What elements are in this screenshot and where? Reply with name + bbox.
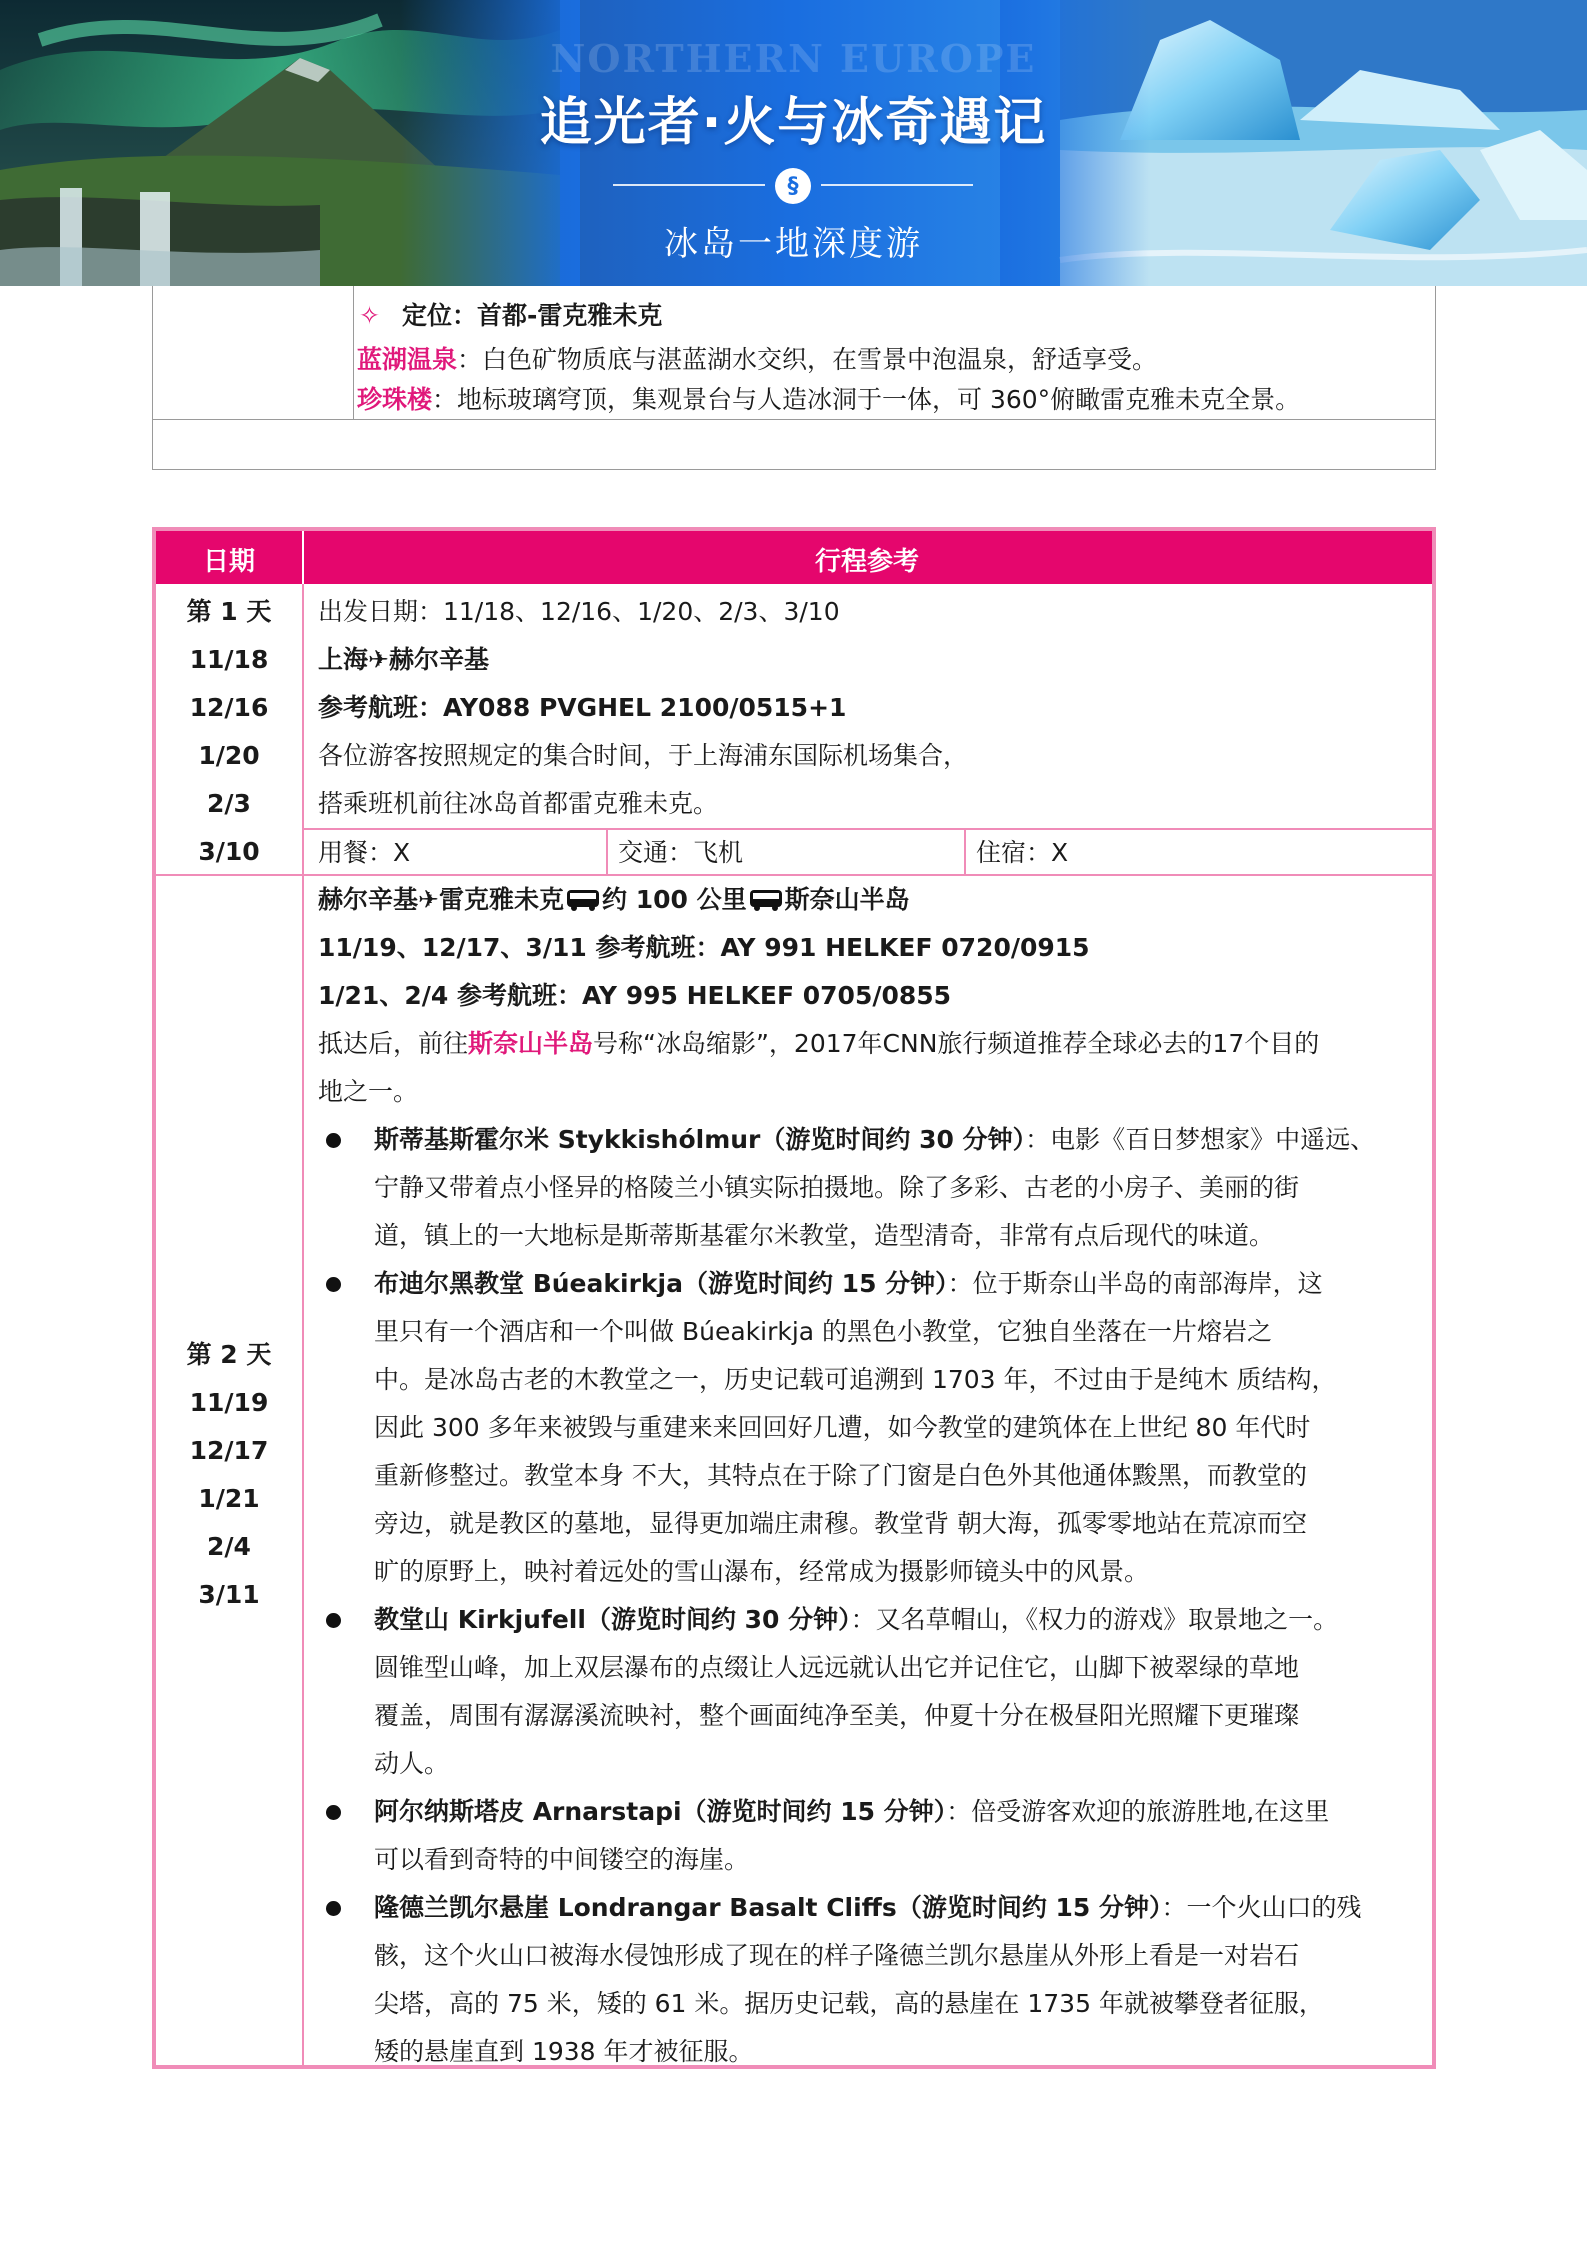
day2-date: 2/4 [207,1532,251,1561]
day2-date: 12/17 [189,1436,269,1465]
day1-date: 3/10 [198,837,260,866]
bullet-icon [326,1805,341,1820]
day2-date: 1/21 [198,1484,260,1513]
previous-table-continuation [152,286,1436,470]
blue-lagoon-line [357,340,1157,376]
banner-divider-right [821,184,973,186]
day1-departure: 出发日期：11/18、12/16、1/20、2/3、3/10 [318,597,840,626]
day1-route-to: 赫尔辛基 [388,645,489,674]
day2-intro [318,1020,1319,1068]
sparkle-icon: ✧ [359,301,380,330]
day2-route-a: 赫尔辛基 [318,885,419,914]
attraction-line: ：位于斯奈山半岛的南部海岸，这 [947,1269,1323,1298]
attraction-line: 宁静又带着点小怪异的格陵兰小镇实际拍摄地。除了多彩、古老的小房子、美丽的街 [374,1173,1300,1202]
attraction-line: 里只有一个酒店和一个叫做 Búeakirkja 的黑色小教堂，它独自坐落在一片熔岩之 [374,1317,1273,1346]
day1-desc-line1: 各位游客按照规定的集合时间，于上海浦东国际机场集合， [318,741,969,770]
column-divider [302,584,304,2065]
attraction-title: 阿尔纳斯塔皮 Arnarstapi（游览时间约 15 分钟） [374,1797,947,1826]
day2-flight2: 1/21、2/4 参考航班：AY 995 HELKEF 0705/0855 [318,981,952,1010]
day2-flight1: 11/19、12/17、3/11 参考航班：AY 991 HELKEF 0720/0915 [318,933,1090,962]
attraction-line: 可以看到奇特的中间镂空的海崖。 [374,1845,750,1874]
day1-desc-line2: 搭乘班机前往冰岛首都雷克雅未克。 [318,789,719,818]
attraction-line: 旷的原野上，映衬着远处的雪山瀑布，经常成为摄影师镜头中的风景。 [374,1557,1150,1586]
attraction-line: 覆盖，周围有潺潺溪流映衬，整个画面纯净至美，仲夏十分在极昼阳光照耀下更璀璨 [374,1701,1300,1730]
bullet-icon [326,1901,341,1916]
header-itinerary: 行程参考 [814,547,919,577]
perlan-line [357,380,1300,416]
day2-intro-pre: 抵达后，前往 [318,1029,469,1058]
attraction-title: 教堂山 Kirkjufell（游览时间约 30 分钟） [374,1605,851,1634]
column-divider [353,286,354,419]
perlan-name: 珍珠楼 [357,385,433,414]
day2-dates [156,1331,302,1619]
blue-lagoon-name: 蓝湖温泉 [357,345,458,374]
bus-icon [749,889,783,911]
bullet-icon [326,1133,341,1148]
attraction-line: ：一个火山口的残 [1161,1893,1362,1922]
header-banner [0,0,1587,286]
day1-transport: 交通：飞机 [618,838,744,867]
banner-title: 追光者·火与冰奇遇记 [539,93,1048,153]
day2-date: 3/11 [198,1580,260,1609]
day1-label: 第 1 天 [186,597,272,626]
table-header [156,531,1432,584]
day2-intro-post: 号称“冰岛缩影”，2017年CNN旅行频道推荐全球必去的17个目的 [593,1029,1320,1058]
attraction-line: 道，镇上的一大地标是斯蒂斯基霍尔米教堂，造型清奇，非常有点后现代的味道。 [374,1221,1275,1250]
bullet-icon [326,1613,341,1628]
day2-route-distance: 约 100 公里 [601,885,747,914]
day1-date: 1/20 [198,741,260,770]
attraction-line: 中。是冰岛古老的木教堂之一，历史记载可追溯到 1703 年，不过由于是纯木 质结构， [374,1365,1337,1394]
day2-route [318,876,910,924]
attraction-line: 动人。 [374,1749,450,1778]
day1-dates [156,588,302,876]
day1-hotel: 住宿：X [976,838,1069,867]
bullet-icon [326,1277,341,1292]
location-line [359,296,662,332]
banner-divider-left [613,184,765,186]
attraction-line: 矮的悬崖直到 1938 年才被征服。 [374,2037,754,2066]
day1-route [318,636,489,684]
day1-date: 2/3 [207,789,251,818]
header-date: 日期 [202,547,255,577]
attraction-line: 圆锥型山峰，加上双层瀑布的点缀让人远远就认出它并记住它，山脚下被翠绿的草地 [374,1653,1300,1682]
attraction-line: 因此 300 多年来被毁与重建来来回回好几遭，如今教堂的建筑体在上世纪 80 年代时 [374,1413,1311,1442]
banner-subtitle: 冰岛一地深度游 [664,224,923,264]
perlan-desc: ：地标玻璃穹顶，集观景台与人造冰洞于一体，可 360°俯瞰雷克雅未克全景。 [432,385,1301,414]
day2-route-b: 雷克雅未克 [438,885,564,914]
day2-label: 第 2 天 [186,1340,272,1369]
blue-lagoon-desc: ：白色矿物质底与湛蓝湖水交织，在雪景中泡温泉，舒适享受。 [457,345,1158,374]
itinerary-table [152,527,1436,2069]
meal-col-divider [964,828,966,876]
attraction-line: ：倍受游客欢迎的旅游胜地,在这里 [946,1797,1330,1826]
attraction-line: 旁边，就是教区的墓地，显得更加端庄肃穆。教堂背 朝大海，孤零零地站在荒凉而空 [374,1509,1307,1538]
banner-emblem-icon: § [775,168,811,204]
day1-route-from: 上海 [318,645,369,674]
attraction-line: 尖塔，高的 75 米，矮的 61 米。据历史记载，高的悬崖在 1735 年就被攀登者征服， [374,1989,1324,2018]
attraction-line: 重新修整过。教堂本身 不大，其特点在于除了门窗是白色外其他通体黢黑，而教堂的 [374,1461,1307,1490]
attraction-title: 隆德兰凯尔悬崖 Londrangar Basalt Cliffs（游览时间约 15 分钟） [374,1893,1162,1922]
attraction-title: 布迪尔黑教堂 Búeakirkja（游览时间约 15 分钟） [374,1269,948,1298]
attraction-title: 斯蒂基斯霍尔米 Stykkishólmur（游览时间约 30 分钟） [374,1125,1026,1154]
day2-intro-place: 斯奈山半岛 [468,1029,594,1058]
day2-intro-line2: 地之一。 [318,1077,419,1106]
bus-icon [566,889,600,911]
day1-date: 11/18 [189,645,269,674]
attraction-line: ：又名草帽山，《权力的游戏》取景地之一。 [850,1605,1339,1634]
banner-watermark: NORTHERN EUROPE [550,36,1037,81]
plane-icon: ✈ [368,645,389,674]
location-label: 定位：首都-雷克雅未克 [401,301,663,330]
day1-flight: 参考航班：AY088 PVGHEL 2100/0515+1 [318,693,847,722]
day1-date: 12/16 [189,693,269,722]
attraction-line: ：电影《百日梦想家》中遥远、 [1025,1125,1376,1154]
row-divider [153,419,1435,420]
attraction-line: 骸，这个火山口被海水侵蚀形成了现在的样子隆德兰凯尔悬崖从外形上看是一对岩石 [374,1941,1300,1970]
day1-meal-divider [302,828,1432,830]
day2-date: 11/19 [189,1388,269,1417]
day1-meal: 用餐：X [318,838,411,867]
day2-route-c: 斯奈山半岛 [784,885,910,914]
meal-col-divider [606,828,608,876]
plane-icon: ✈ [418,885,439,914]
